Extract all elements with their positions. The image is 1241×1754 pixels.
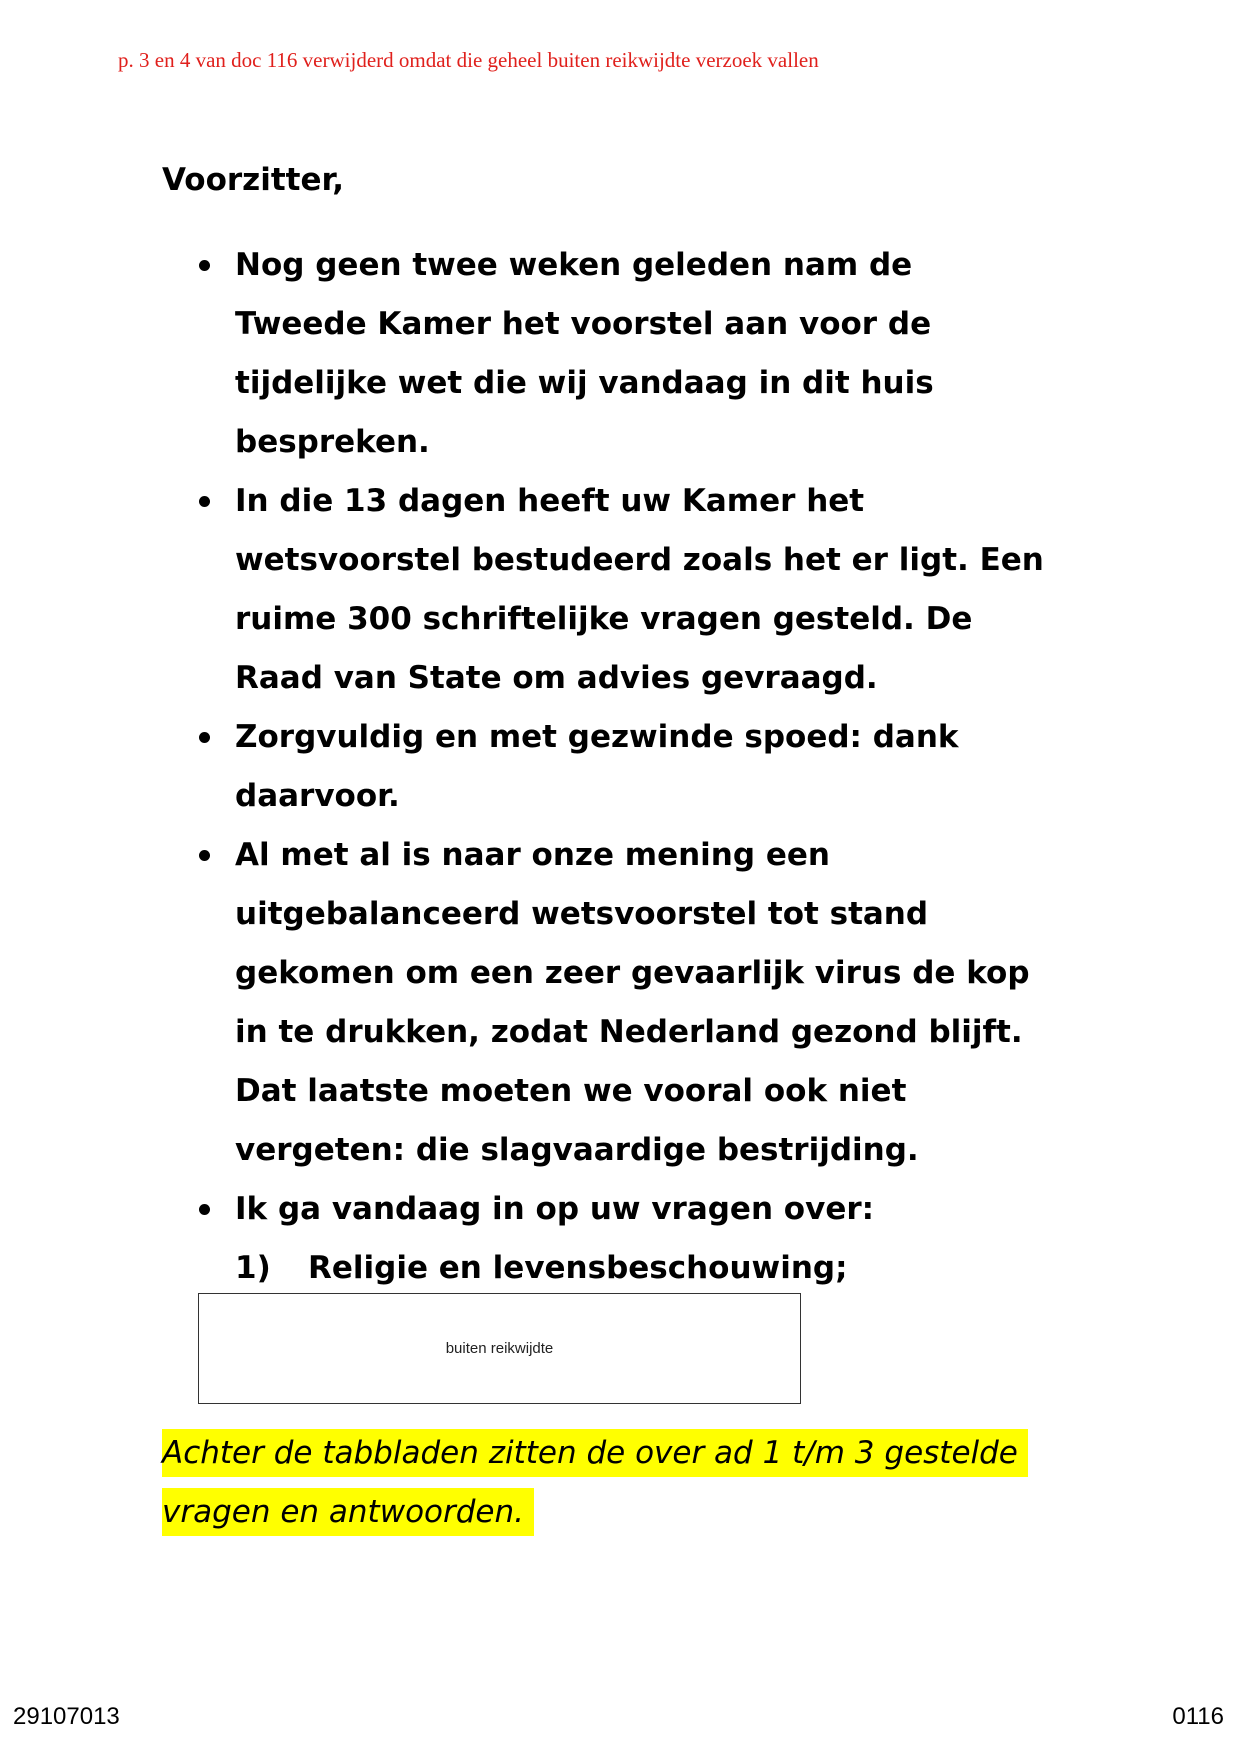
document-id: 29107013: [13, 1703, 120, 1730]
bullet-list: [0, 236, 1241, 1298]
bullet-icon: [199, 260, 210, 271]
salutation: Voorzitter,: [162, 162, 345, 198]
bullet-line: ruime 300 schriftelijke vragen gesteld. De: [235, 601, 973, 637]
bullet-item-5: [0, 1180, 1241, 1239]
bullet-item-1: [0, 236, 1241, 472]
bullet-icon: [199, 1204, 210, 1215]
bullet-icon: [199, 732, 210, 743]
bullet-line: daarvoor.: [235, 778, 400, 814]
bullet-item-3: [0, 708, 1241, 826]
numbered-item-1: [0, 1239, 1241, 1298]
bullet-line: uitgebalanceerd wetsvoorstel tot stand: [235, 896, 929, 932]
highlight-line: [162, 1424, 1028, 1483]
bullet-line: Ik ga vandaag in op uw vragen over:: [235, 1191, 875, 1227]
redaction-notice: p. 3 en 4 van doc 116 verwijderd omdat die geheel buiten reikwijdte verzoek vallen: [118, 48, 819, 72]
bullet-line: Raad van State om advies gevraagd.: [235, 660, 878, 696]
bullet-line: Tweede Kamer het voorstel aan voor de: [235, 306, 932, 342]
highlight-text: vragen en antwoorden.: [162, 1488, 534, 1536]
bullet-line: Zorgvuldig en met gezwinde spoed: dank: [235, 719, 959, 755]
redaction-box: [198, 1293, 801, 1404]
bullet-line: Nog geen twee weken geleden nam de: [235, 247, 913, 283]
bullet-line: vergeten: die slagvaardige bestrijding.: [235, 1132, 919, 1168]
bullet-line: in te drukken, zodat Nederland gezond blijft.: [235, 1014, 1023, 1050]
bullet-icon: [199, 850, 210, 861]
item-text: Religie en levensbeschouwing;: [308, 1250, 848, 1286]
page-number: 0116: [1172, 1703, 1224, 1730]
bullet-line: wetsvoorstel bestudeerd zoals het er ligt. Een: [235, 542, 1044, 578]
bullet-line: Al met al is naar onze mening een: [235, 837, 830, 873]
bullet-line: bespreken.: [235, 424, 430, 460]
bullet-line: tijdelijke wet die wij vandaag in dit huis: [235, 365, 934, 401]
highlight-text: Achter de tabbladen zitten de over ad 1 t/m 3 gestelde: [162, 1429, 1028, 1477]
item-number: 1): [235, 1250, 271, 1286]
bullet-line: Dat laatste moeten we vooral ook niet: [235, 1073, 907, 1109]
highlight-line: [162, 1483, 1028, 1542]
redaction-label: buiten reikwijdte: [445, 1340, 554, 1357]
bullet-line: gekomen om een zeer gevaarlijk virus de kop: [235, 955, 1030, 991]
bullet-line: In die 13 dagen heeft uw Kamer het: [235, 483, 865, 519]
bullet-item-2: [0, 472, 1241, 708]
highlighted-note: [162, 1424, 1028, 1542]
bullet-item-4: [0, 826, 1241, 1180]
bullet-icon: [199, 496, 210, 507]
